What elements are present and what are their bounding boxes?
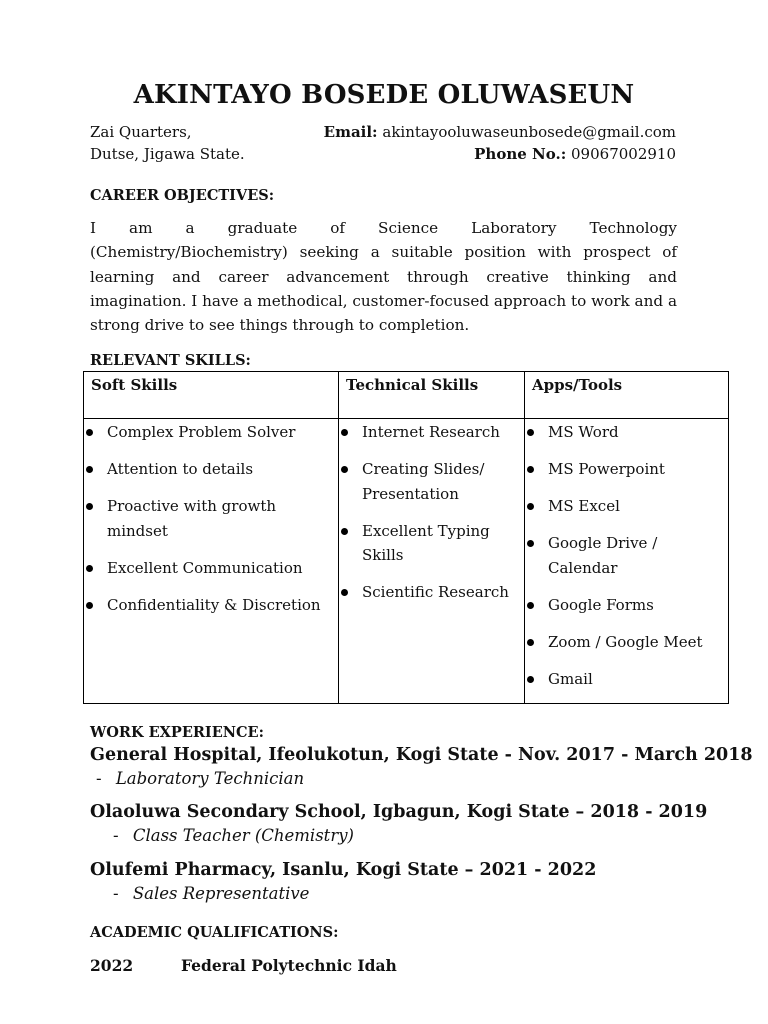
bullet-icon — [86, 602, 93, 609]
list-item: MS Excel — [525, 494, 725, 519]
job-role — [113, 884, 309, 903]
bullet-icon — [527, 540, 534, 547]
soft-skills-header: Soft Skills — [91, 376, 178, 394]
soft-skills-column — [84, 420, 330, 630]
address-line-1: Zai Quarters, — [90, 123, 192, 141]
bullet-icon — [86, 565, 93, 572]
apps-tools-column — [525, 420, 725, 704]
job-role — [113, 826, 354, 845]
list-item: Attention to details — [84, 457, 330, 482]
bullet-icon — [527, 676, 534, 683]
list-item: Proactive with growth mindset — [84, 494, 330, 543]
academic-institution: Federal Polytechnic Idah — [181, 956, 397, 975]
role-text: Sales Representative — [132, 884, 310, 903]
email-value[interactable]: akintayooluwaseunbosede@gmail.com — [382, 123, 676, 141]
bullet-icon — [527, 639, 534, 646]
phone-label: Phone No.: — [474, 145, 567, 163]
academic-qualifications-heading: ACADEMIC QUALIFICATIONS: — [90, 924, 339, 941]
phone-value: 09067002910 — [571, 145, 676, 163]
list-item: Confidentiality & Discretion — [84, 593, 330, 618]
bullet-icon — [341, 466, 348, 473]
list-item: MS Powerpoint — [525, 457, 725, 482]
job-title: Olufemi Pharmacy, Isanlu, Kogi State – 2021 - 2022 — [90, 860, 597, 880]
list-item: Creating Slides/ Presentation — [339, 457, 519, 506]
apps-tools-header: Apps/Tools — [532, 376, 623, 394]
bullet-icon — [86, 466, 93, 473]
role-dash: - — [96, 769, 102, 788]
address-line-2: Dutse, Jigawa State. — [90, 145, 245, 163]
list-item: Excellent Typing Skills — [339, 519, 519, 568]
list-item: Excellent Communication — [84, 556, 330, 581]
role-text: Laboratory Technician — [115, 769, 305, 788]
bullet-icon — [527, 602, 534, 609]
role-dash: - — [113, 884, 119, 903]
role-dash: - — [113, 826, 119, 845]
list-item: MS Word — [525, 420, 725, 445]
bullet-icon — [527, 429, 534, 436]
role-text: Class Teacher (Chemistry) — [132, 826, 354, 845]
career-objectives-text: I am a graduate of Science Laboratory Technology (Chemistry/Biochemistry) seeking a suitable position with prospect of learning and career advancement through creative thinking and imagination. I have a methodical, customer-focused approach to work and a strong drive to see things through to completion. — [90, 219, 677, 335]
bullet-icon — [341, 589, 348, 596]
bullet-icon — [527, 503, 534, 510]
job-role — [96, 769, 304, 788]
list-item: Scientific Research — [339, 580, 519, 605]
bullet-icon — [86, 503, 93, 510]
list-item: Google Drive / Calendar — [525, 531, 725, 580]
relevant-skills-heading: RELEVANT SKILLS: — [90, 352, 251, 369]
bullet-icon — [341, 528, 348, 535]
list-item: Internet Research — [339, 420, 519, 445]
skills-table — [83, 371, 729, 704]
academic-year: 2022 — [90, 956, 134, 975]
list-item: Complex Problem Solver — [84, 420, 330, 445]
work-experience-heading: WORK EXPERIENCE: — [90, 724, 264, 741]
list-item: Zoom / Google Meet — [525, 630, 725, 655]
bullet-icon — [86, 429, 93, 436]
list-item: Gmail — [525, 667, 725, 692]
list-item: Google Forms — [525, 593, 725, 618]
phone-row — [474, 142, 676, 166]
email-label: Email: — [323, 123, 378, 141]
email-row — [324, 120, 676, 144]
job-title: Olaoluwa Secondary School, Igbagun, Kogi State – 2018 - 2019 — [90, 802, 708, 822]
table-header-divider — [84, 418, 728, 419]
bullet-icon — [341, 429, 348, 436]
job-title: General Hospital, Ifeolukotun, Kogi State - Nov. 2017 - March 2018 — [90, 745, 753, 765]
technical-skills-header: Technical Skills — [346, 376, 479, 394]
technical-skills-column — [339, 420, 519, 617]
bullet-icon — [527, 466, 534, 473]
career-objectives-heading: CAREER OBJECTIVES: — [90, 187, 275, 204]
resume-name: AKINTAYO BOSEDE OLUWASEUN — [133, 80, 635, 110]
